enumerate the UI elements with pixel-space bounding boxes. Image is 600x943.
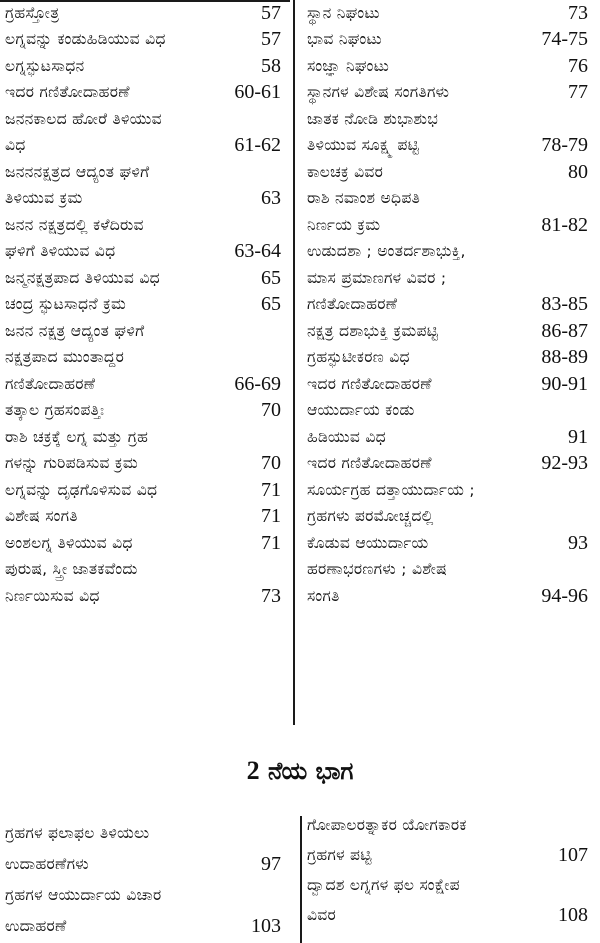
entry-title: ಉಡುದಶಾ ; ಅಂತರ್ದಶಾಭುಕ್ತಿ,	[307, 242, 466, 261]
entry-page: 57	[261, 1, 281, 24]
entry-page: 90-91	[541, 372, 588, 395]
entry-title: ತಿಳಿಯುವ ಕ್ರಮ	[5, 189, 83, 208]
toc-entry[interactable]	[0, 583, 293, 610]
entry-title: ನಿರ್ಣಯ ಕ್ರಮ	[307, 215, 381, 234]
entry-title: ಇದರ ಗಣಿತೋದಾಹರಣೆ	[307, 374, 432, 393]
toc-entry[interactable]	[302, 371, 600, 398]
entry-title: ಸಂಜ್ಞಾ ನಿಘಂಟು	[307, 56, 390, 75]
entry-title: ಹಿಡಿಯುವ ವಿಧ	[307, 427, 386, 446]
toc-entry[interactable]	[302, 133, 600, 160]
entry-page: 88-89	[541, 346, 588, 369]
entry-title: ನಕ್ಷತ್ರಪಾದ ಮುಂತಾದ್ದರ	[5, 348, 125, 367]
toc-entry[interactable]	[0, 159, 293, 186]
entry-title: ಆಯುರ್ದಾಯ ಕಂಡು	[307, 401, 415, 420]
entry-title: ಇದರ ಗಣಿತೋದಾಹರಣೆ	[5, 83, 130, 102]
toc-entry[interactable]	[302, 159, 600, 186]
entry-title: ರಾಶಿ ನವಾಂಶ ಅಧಿಪತಿ	[307, 189, 421, 208]
toc-entry[interactable]	[0, 27, 293, 54]
toc-entry[interactable]	[302, 870, 600, 900]
entry-page: 77	[568, 81, 588, 104]
toc-entry[interactable]	[0, 53, 293, 80]
entry-title: ಕೊಡುವ ಆಯುರ್ದಾಯ	[307, 533, 429, 552]
entry-title: ಗೋಪಾಲರತ್ನಾಕರ ಯೋಗಕಾರಕ	[307, 815, 467, 834]
entry-title: ತಿಳಿಯುವ ಸೂಕ್ಷ್ಮ ಪಟ್ಟಿ	[307, 136, 420, 155]
entry-page: 71	[261, 478, 281, 501]
entry-page: 70	[261, 399, 281, 422]
entry-page: 70	[261, 452, 281, 475]
toc-entry[interactable]	[302, 265, 600, 292]
toc-entry[interactable]	[0, 849, 293, 880]
toc-entry[interactable]	[0, 398, 293, 425]
entry-page: 73	[261, 584, 281, 607]
entry-title: ದ್ವಾದಶ ಲಗ್ನಗಳ ಫಲ ಸಂಕ್ಷೇಪ	[307, 875, 460, 894]
entry-page: 57	[261, 28, 281, 51]
entry-title: ಗ್ರಹಗಳು ಪರಮೋಚ್ಚದಲ್ಲಿ	[307, 507, 434, 526]
entry-page: 80	[568, 160, 588, 183]
toc-entry[interactable]	[302, 186, 600, 213]
entry-title: ರಾಶಿ ಚಕ್ರಕ್ಕೆ ಲಗ್ನ ಮತ್ತು ಗ್ರಹ	[5, 427, 149, 446]
toc-entry[interactable]	[302, 27, 600, 54]
toc-entry[interactable]	[302, 530, 600, 557]
toc-entry[interactable]	[0, 106, 293, 133]
toc-entry[interactable]	[0, 318, 293, 345]
toc-entry[interactable]	[0, 477, 293, 504]
toc-entry[interactable]	[302, 840, 600, 870]
toc-entry[interactable]	[302, 477, 600, 504]
entry-page: 78-79	[541, 134, 588, 157]
toc-entry[interactable]	[302, 810, 600, 840]
toc-entry[interactable]	[302, 900, 600, 930]
entry-title: ಜನನಕಾಲದ ಹೋರೆ ತಿಳಿಯುವ	[5, 109, 162, 128]
entry-title: ಲಗ್ನವನ್ನು ದೃಢಗೊಳಿಸುವ ವಿಧ	[5, 480, 158, 499]
toc-entry[interactable]	[0, 345, 293, 372]
toc-entry[interactable]	[302, 239, 600, 266]
entry-page: 94-96	[541, 584, 588, 607]
column-divider	[293, 0, 295, 725]
entry-title: ಘಳಿಗೆ ತಿಳಿಯುವ ವಿಧ	[5, 242, 116, 261]
toc-entry[interactable]	[0, 371, 293, 398]
entry-title: ಗಳನ್ನು ಗುರಿಪಡಿಸುವ ಕ್ರಮ	[5, 454, 138, 473]
entry-title: ವಿವರ	[307, 905, 337, 924]
entry-page: 65	[261, 266, 281, 289]
entry-title: ವಿಧ	[5, 136, 26, 155]
entry-page: 76	[568, 54, 588, 77]
entry-title: ಸ್ಥಾನಗಳ ವಿಶೇಷ ಸಂಗತಿಗಳು	[307, 83, 450, 102]
toc-right-column	[302, 0, 600, 610]
toc-entry[interactable]	[0, 0, 293, 27]
toc-entry[interactable]	[302, 557, 600, 584]
toc-entry[interactable]	[0, 186, 293, 213]
entry-page: 83-85	[541, 293, 588, 316]
toc-entry[interactable]	[302, 345, 600, 372]
entry-title: ಉದಾಹರಣೆ	[5, 917, 67, 935]
entry-page: 103	[251, 915, 281, 937]
entry-page: 74-75	[541, 28, 588, 51]
entry-title: ಚಂದ್ರ ಸ್ಫುಟಸಾಧನೆ ಕ್ರಮ	[5, 295, 127, 314]
entry-title: ಮಾಸ ಪ್ರಮಾಣಗಳ ವಿವರ ;	[307, 268, 447, 287]
toc-entry[interactable]	[0, 504, 293, 531]
entry-title: ತತ್ಕಾಲ ಗ್ರಹಸಂಪತ್ತಿಃ	[5, 401, 105, 420]
entry-title: ಗಣಿತೋದಾಹರಣೆ	[5, 374, 96, 393]
entry-page: 92-93	[541, 452, 588, 475]
entry-title: ಸ್ಥಾನ ನಿಘಂಟು	[307, 3, 380, 22]
entry-page: 91	[568, 425, 588, 448]
entry-title: ಹರಣಾಭರಣಗಳು ; ವಿಶೇಷ	[307, 560, 447, 579]
entry-title: ಜನನ ನಕ್ಷತ್ರದಲ್ಲಿ ಕಳೆದಿರುವ	[5, 215, 144, 234]
entry-title: ಜನನ ನಕ್ಷತ್ರ ಆದ್ಯಂತ ಘಳಿಗೆ	[5, 321, 145, 340]
entry-title: ಗ್ರಹಗಳ ಪಟ್ಟಿ	[307, 845, 372, 864]
entry-title: ಇದರ ಗಣಿತೋದಾಹರಣೆ	[307, 454, 432, 473]
toc-entry[interactable]	[0, 265, 293, 292]
entry-title: ಕಾಲಚಕ್ರ ವಿವರ	[307, 162, 384, 181]
entry-title: ವಿಶೇಷ ಸಂಗತಿ	[5, 507, 78, 526]
entry-page: 71	[261, 531, 281, 554]
entry-title: ಭಾವ ನಿಘಂಟು	[307, 30, 382, 49]
entry-page: 63	[261, 187, 281, 210]
toc-entry[interactable]	[302, 80, 600, 107]
entry-page: 58	[261, 54, 281, 77]
toc-entry[interactable]	[0, 880, 293, 911]
toc-entry[interactable]	[302, 212, 600, 239]
entry-title: ನಿರ್ಣಯಿಸುವ ವಿಧ	[5, 586, 100, 605]
toc-entry[interactable]	[302, 53, 600, 80]
toc-entry[interactable]	[0, 292, 293, 319]
entry-page: 61-62	[234, 134, 281, 157]
toc-entry[interactable]	[302, 583, 600, 610]
toc-part-2	[0, 806, 600, 943]
toc-entry[interactable]	[0, 451, 293, 478]
entry-title: ಗ್ರಹಗಳ ಆಯುರ್ದಾಯ ವಿಚಾರ	[5, 886, 162, 904]
heading-number: 2	[246, 756, 260, 785]
entry-title: ಸೂರ್ಯಗ್ರಹ ದತ್ತಾಯುರ್ದಾಯ ;	[307, 480, 475, 499]
entry-title: ಅಂಶಲಗ್ನ ತಿಳಿಯುವ ವಿಧ	[5, 533, 133, 552]
toc-entry[interactable]	[0, 911, 293, 942]
entry-title: ಗ್ರಹಸ್ಫುಟೀಕರಣ ವಿಧ	[307, 348, 410, 367]
toc-left-column	[0, 818, 293, 942]
entry-page: 65	[261, 293, 281, 316]
toc-entry[interactable]	[302, 504, 600, 531]
entry-title: ಗಣಿತೋದಾಹರಣೆ	[307, 295, 398, 314]
toc-entry[interactable]	[0, 80, 293, 107]
entry-title: ಜನನನಕ್ಷತ್ರದ ಆದ್ಯಂತ ಘಳಿಗೆ	[5, 162, 150, 181]
entry-title: ಪುರುಷ, ಸ್ತ್ರೀ ಜಾತಕವೆಂದು	[5, 560, 138, 579]
toc-entry[interactable]	[302, 424, 600, 451]
toc-entry[interactable]	[302, 451, 600, 478]
entry-page: 97	[261, 853, 281, 875]
entry-title: ಗ್ರಹಗಳ ಫಲಾಫಲ ತಿಳಿಯಲು	[5, 824, 150, 842]
entry-title: ಜಾತಕ ನೋಡಿ ಶುಭಾಶುಭ	[307, 109, 439, 128]
entry-page: 63-64	[234, 240, 281, 263]
heading-text: ನೆಯ ಭಾಗ	[267, 757, 354, 785]
entry-page: 71	[261, 505, 281, 528]
entry-page: 81-82	[541, 213, 588, 236]
toc-entry[interactable]	[0, 424, 293, 451]
entry-title: ಲಗ್ನಸ್ಫುಟಸಾಧನ	[5, 56, 85, 75]
toc-entry[interactable]	[302, 398, 600, 425]
entry-title: ಜನ್ಮನಕ್ಷತ್ರಪಾದ ತಿಳಿಯುವ ವಿಧ	[5, 268, 160, 287]
entry-page: 60-61	[234, 81, 281, 104]
entry-title: ಸಂಗತಿ	[307, 586, 340, 605]
entry-title: ನಕ್ಷತ್ರ ದಶಾಭುಕ್ತಿ ಕ್ರಮಪಟ್ಟಿ	[307, 321, 439, 340]
entry-page: 93	[568, 531, 588, 554]
toc-entry[interactable]	[0, 557, 293, 584]
entry-page: 107	[558, 843, 588, 866]
toc-entry[interactable]	[0, 212, 293, 239]
entry-page: 66-69	[234, 372, 281, 395]
toc-entry[interactable]	[302, 106, 600, 133]
toc-right-column	[302, 810, 600, 930]
toc-entry[interactable]	[0, 530, 293, 557]
entry-title: ಲಗ್ನವನ್ನು ಕಂಡುಹಿಡಿಯುವ ವಿಧ	[5, 30, 166, 49]
toc-entry[interactable]	[0, 818, 293, 849]
section-heading-part-2	[0, 756, 600, 786]
toc-entry[interactable]	[302, 292, 600, 319]
entry-page: 73	[568, 1, 588, 24]
toc-entry[interactable]	[302, 318, 600, 345]
entry-page: 86-87	[541, 319, 588, 342]
toc-left-column	[0, 0, 293, 610]
entry-title: ಗ್ರಹಸ್ತೋತ್ರ	[5, 3, 60, 22]
entry-page: 108	[558, 903, 588, 926]
toc-entry[interactable]	[0, 133, 293, 160]
toc-entry[interactable]	[0, 239, 293, 266]
entry-title: ಉದಾಹರಣೆಗಳು	[5, 855, 89, 873]
toc-entry[interactable]	[302, 0, 600, 27]
